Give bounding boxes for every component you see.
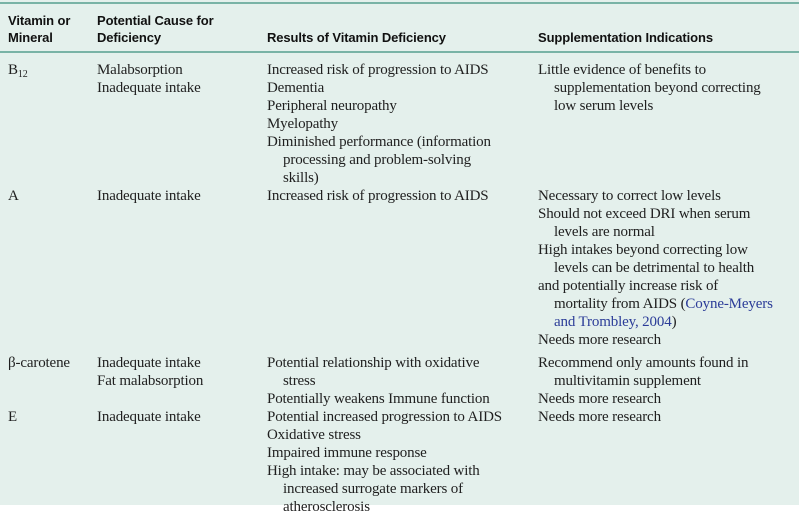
text-segment: Necessary to correct low levels [538,188,721,204]
text-line [538,223,795,241]
text-segment: Oxidative stress [267,427,361,443]
text-line [538,97,795,115]
header-results-of-vitamin-deficiency [267,29,538,46]
text-line [267,444,534,462]
header-supplementation-indications [538,29,799,46]
text-segment: Recommend only amounts found in [538,355,749,371]
text-line [538,79,795,97]
cell-results [267,187,538,349]
text-segment: levels are normal [554,224,655,240]
text-line [97,372,263,390]
text-segment: Increased risk of progression to AIDS [267,188,489,204]
text-segment: Increased risk of progression to AIDS [267,62,489,78]
table-row [8,354,799,408]
cell-results [267,61,538,187]
text-line [538,277,795,295]
text-line [538,61,795,79]
text-line [267,354,534,372]
text-line [267,480,534,498]
text-line [267,97,534,115]
text-line [97,408,263,426]
cell-supplementation [538,61,799,187]
text-segment: mortality from AIDS ( [554,296,686,312]
text-segment: Impaired immune response [267,445,427,461]
vitamin-label [8,354,93,372]
text-line [538,241,795,259]
text-line [267,61,534,79]
table-body [0,53,799,516]
text-line [267,133,534,151]
header-vitamin-or-mineral [8,12,97,46]
text-line [267,390,534,408]
text-segment: Potential relationship with oxidative [267,355,480,371]
vitamin-symbol: A [8,188,19,204]
text-line [267,169,534,187]
text-segment: Needs more research [538,391,661,407]
vitamin-symbol: E [8,409,18,425]
text-line [538,295,795,313]
text-line [267,498,534,516]
cell-vitamin [8,408,97,516]
text-segment: Inadequate intake [97,409,201,425]
text-segment: High intakes beyond correcting low [538,242,748,258]
header-line: Deficiency [97,30,162,45]
text-segment: increased surrogate markers of [283,481,463,497]
text-line [538,259,795,277]
header-line: Supplementation Indications [538,30,713,45]
text-line [97,61,263,79]
header-potential-cause-for-deficiency [97,12,267,46]
text-segment: multivitamin supplement [554,373,701,389]
text-segment: skills) [283,170,319,186]
text-segment: Inadequate intake [97,355,201,371]
cell-cause [97,408,267,516]
text-segment: and potentially increase risk of [538,278,719,294]
text-segment: stress [283,373,316,389]
text-segment: Fat malabsorption [97,373,204,389]
cell-results [267,354,538,408]
text-line [267,115,534,133]
text-line [538,205,795,223]
table-header [0,2,799,53]
citation-link[interactable]: and Trombley, 2004 [554,314,672,330]
header-line: Mineral [8,30,53,45]
text-line [538,372,795,390]
text-line [97,354,263,372]
cell-supplementation [538,187,799,349]
text-line [538,187,795,205]
vitamin-label [8,61,93,79]
text-line [267,426,534,444]
cell-vitamin [8,354,97,408]
text-segment: High intake: may be associated with [267,463,480,479]
text-line [267,372,534,390]
text-line [538,354,795,372]
vitamin-label [8,187,93,205]
cell-cause [97,354,267,408]
text-segment: Myelopathy [267,116,338,132]
cell-vitamin [8,187,97,349]
header-line: Potential Cause for [97,13,214,28]
text-segment: Potential increased progression to AIDS [267,409,502,425]
text-segment: supplementation beyond correcting [554,80,761,96]
text-segment: Dementia [267,80,325,96]
text-segment: Peripheral neuropathy [267,98,397,114]
text-line [267,408,534,426]
vitamin-label [8,408,93,426]
vitamin-symbol: B [8,62,18,78]
text-segment: Little evidence of benefits to [538,62,706,78]
text-segment: levels can be detrimental to health [554,260,755,276]
citation-link[interactable]: Coyne-Meyers [685,296,773,312]
text-segment: ) [671,314,677,330]
table-row [8,408,799,516]
text-segment: Should not exceed DRI when serum [538,206,751,222]
vitamin-symbol: β-carotene [8,355,70,371]
text-segment: Needs more research [538,332,661,348]
text-segment: Potentially weakens Immune function [267,391,490,407]
text-segment: atherosclerosis [283,499,370,515]
text-line [267,462,534,480]
cell-results [267,408,538,516]
cell-cause [97,61,267,187]
table-row [8,61,799,187]
text-segment: Needs more research [538,409,661,425]
cell-supplementation [538,354,799,408]
cell-supplementation [538,408,799,516]
cell-vitamin [8,61,97,187]
text-segment: Malabsorption [97,62,183,78]
header-line: Vitamin or [8,13,71,28]
text-segment: Inadequate intake [97,188,201,204]
text-line [97,187,263,205]
table-row [8,187,799,349]
header-line: Results of Vitamin Deficiency [267,30,446,45]
text-segment: low serum levels [554,98,654,114]
text-segment: processing and problem-solving [283,152,471,168]
text-line [538,408,795,426]
cell-cause [97,187,267,349]
text-line [538,313,795,331]
text-line [267,151,534,169]
text-line [97,79,263,97]
text-line [267,187,534,205]
text-line [267,79,534,97]
text-segment: Diminished performance (information [267,134,491,150]
text-segment: Inadequate intake [97,80,201,96]
text-line [538,390,795,408]
text-line [538,331,795,349]
vitamin-subscript: 12 [17,69,28,80]
